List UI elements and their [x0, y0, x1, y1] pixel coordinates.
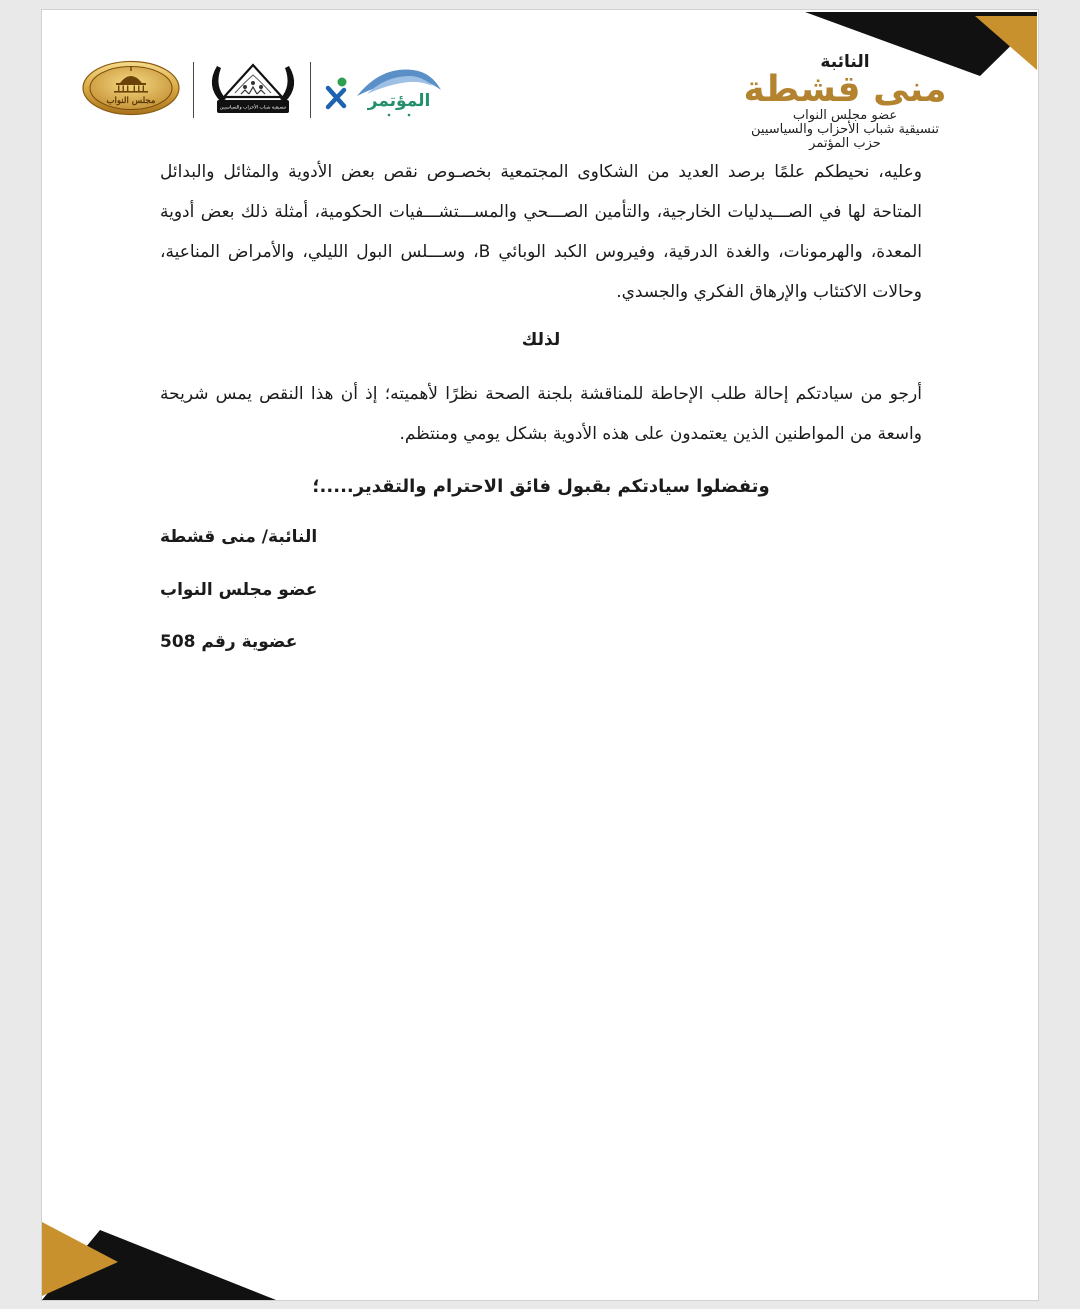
- document-page: [42, 10, 1038, 1300]
- paragraph-line: وحالات الاكتئاب والإرهاق الفكري والجسدي.: [616, 282, 922, 302]
- party-logo: [323, 60, 443, 120]
- coordination-logo: [205, 60, 301, 118]
- header-affiliation: حزب المؤتمر: [809, 136, 881, 151]
- paragraph-1: [160, 152, 922, 312]
- paragraph-line: أرجو من سيادتكم إحالة طلب الإحاطة للمناقشة بلجنة الصحة نظرًا لأهميته؛ إذ أن هذا النقص يمس شريحة: [160, 384, 922, 404]
- paragraph-line: المعدة، والهرمونات، والغدة الدرقية، وفيروس الكبد الوبائي B، وســـلس البول الليلي، والأمراض المناعية،: [160, 242, 922, 262]
- signature-membership: عضوية رقم 508: [160, 632, 298, 652]
- paragraph-2: [160, 374, 922, 454]
- logo-divider: [193, 62, 194, 118]
- person-icon: [328, 78, 347, 108]
- signature-position: عضو مجلس النواب: [160, 580, 318, 600]
- closing-line: وتفضلوا سيادتكم بقبول فائق الاحترام والتقدير.....؛: [312, 476, 770, 497]
- parliament-logo: [81, 60, 181, 116]
- signature-name: النائبة/ منى قشطة: [160, 527, 318, 547]
- section-heading: لذلك: [521, 330, 561, 350]
- logo-divider: [310, 62, 311, 118]
- paragraph-line: وعليه، نحيطكم علمًا برصد العديد من الشكاوى المجتمعية بخصـوص نقص بعض الأدوية والمثائل والبدائل: [160, 162, 922, 182]
- paragraph-line: المتاحة لها في الصـــيدليات الخارجية، والتأمين الصـــحي والمســـتشـــفيات الحكومية، أمثلة ذلك بعض أدوية: [160, 202, 922, 222]
- header-affiliation: تنسيقية شباب الأحزاب والسياسيين: [751, 122, 939, 137]
- header-title-label: النائبة: [820, 52, 870, 72]
- paragraph-line: واسعة من المواطنين الذين يعتمدون على هذه الأدوية بشكل يومي ومنتظم.: [399, 424, 922, 444]
- header-name: منى قشطة: [743, 69, 947, 110]
- header-affiliation: عضو مجلس النواب: [792, 108, 898, 123]
- party-logo-text: المؤتمر: [367, 91, 431, 111]
- parliament-logo-text: مجلس النواب: [106, 96, 156, 106]
- coordination-logo-text: تنسيقية شباب الأحزاب والسياسيين: [219, 105, 287, 111]
